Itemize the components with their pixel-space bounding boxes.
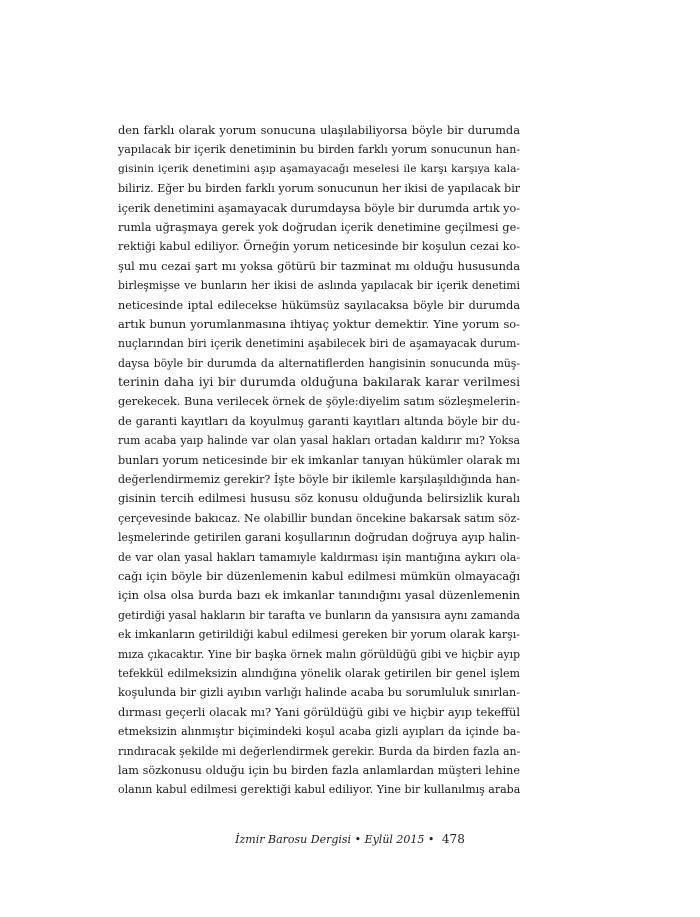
text-line: cağı için böyle bir düzenlemenin kabul edilmesi mümkün olmayacağı xyxy=(118,568,520,583)
text-line: tefekkül edilmeksizin alındığına yönelik olarak getirilen bir genel işlem xyxy=(118,666,520,680)
text-line: rum acaba yaıp halinde var olan yasal hakları ortadan kaldırır mı? Yoksa xyxy=(118,434,520,448)
body-text xyxy=(118,121,520,800)
text-line: olanın kabul edilmesi gerektiği kabul ediliyor. Yine bir kullanılmış araba xyxy=(118,783,520,797)
page-number: 478 xyxy=(441,832,465,846)
text-line: değerlendirmemiz gerekir? İşte böyle bir ikilemle karşılaşıldığında han- xyxy=(118,473,520,487)
text-line: bunları yorum neticesinde bir ek imkanlar tanıyan hükümler olarak mı xyxy=(118,453,520,467)
text-line: terinin daha iyi bir durumda olduğuna bakılarak karar verilmesi xyxy=(118,375,520,390)
text-line: gisinin tercih edilmesi hususu söz konusu olduğunda belirsizlik kuralı xyxy=(118,492,520,506)
footer-date: Eylül 2015 xyxy=(364,833,425,846)
text-line: leşmelerinde getirilen garani koşullarının doğrudan doğruya ayıp halin- xyxy=(118,531,520,545)
text-line: rektiği kabul ediliyor. Örneğin yorum neticesinde bir koşulun cezai ko- xyxy=(118,240,520,254)
text-line: çerçevesinde bakıcaz. Ne olabillir bundan öncekine bakarsak satım söz- xyxy=(118,511,520,525)
text-line: birleşmişse ve bunların her ikisi de aslında yapılacak bir içerik denetimi xyxy=(118,279,520,293)
text-line: de garanti kayıtları da koyulmuş garanti kayıtları altında böyle bir du- xyxy=(118,414,520,428)
text-line: şul mu cezai şart mı yoksa götürü bir tazminat mı olduğu hususunda xyxy=(118,258,520,273)
footer-separator: • xyxy=(354,833,362,846)
text-line: gisinin içerik denetimini aşıp aşamayacağı meselesi ile karşı karşıya kala- xyxy=(118,162,520,175)
text-line: etmeksizin alınmıştır biçimindeki koşul acaba gizli ayıpları da içinde ba- xyxy=(118,725,520,739)
text-line: ek imkanların getirildiği kabul edilmesi gereken bir yorum olarak karşı- xyxy=(118,628,520,642)
text-line: içerik denetimini aşamayacak durumdaysa böyle bir durumda artık yo- xyxy=(118,201,520,215)
text-line: gerekecek. Buna verilecek örnek de şöyle:diyelim satım sözleşmelerin- xyxy=(118,395,520,409)
text-line: rındıracak şekilde mi değerlendirmek gerekir. Burda da birden fazla an- xyxy=(118,744,520,758)
text-line: getirdiği yasal hakların bir tarafta ve bunların da yansısıra aynı zamanda xyxy=(118,608,520,622)
page-footer xyxy=(0,832,700,846)
text-line: neticesinde iptal edilecekse hükümsüz sayılacaksa böyle bir durumda xyxy=(118,298,520,312)
text-line: mıza çıkacaktır. Yine bir başka örnek malın görüldüğü gibi ve hiçbir ayıp xyxy=(118,647,520,661)
text-line: lam sözkonusu olduğu için bu birden fazla anlamlardan müşteri lehine xyxy=(118,763,520,777)
text-line: nuçlarından biri içerik denetimini aşabilecek biri de aşamayacak durum- xyxy=(118,337,520,351)
text-line: artık bunun yorumlanmasına ihtiyaç yoktur demektir. Yine yorum so- xyxy=(118,316,520,331)
footer-separator: • xyxy=(427,833,435,846)
text-line: dırması geçerli olacak mı? Yani görüldüğü gibi ve hiçbir ayıp tekeffül xyxy=(118,704,520,719)
text-line: rumla uğraşmaya gerek yok doğrudan içerik denetimine geçilmesi ge- xyxy=(118,220,520,234)
footer-journal-name: İzmir Barosu Dergisi xyxy=(235,833,352,846)
text-line: biliriz. Eğer bu birden farklı yorum sonucunun her ikisi de yapılacak bir xyxy=(118,182,520,196)
text-line: de var olan yasal hakları tamamıyle kaldırması işin mantığına aykırı ola- xyxy=(118,550,520,564)
text-line: daysa böyle bir durumda da alternatiflerden hangisinin sonucunda müş- xyxy=(118,356,520,370)
text-line: için olsa olsa burda bazı ek imkanlar tanındığını yasal düzenlemenin xyxy=(118,588,520,603)
text-line: koşulunda bir gizli ayıbın varlığı halinde acaba bu sorumluluk sınırlan- xyxy=(118,686,520,700)
text-line: yapılacak bir içerik denetiminin bu birden farklı yorum sonucunun han- xyxy=(118,143,520,157)
text-line: den farklı olarak yorum sonucuna ulaşılabiliyorsa böyle bir durumda xyxy=(118,123,520,137)
